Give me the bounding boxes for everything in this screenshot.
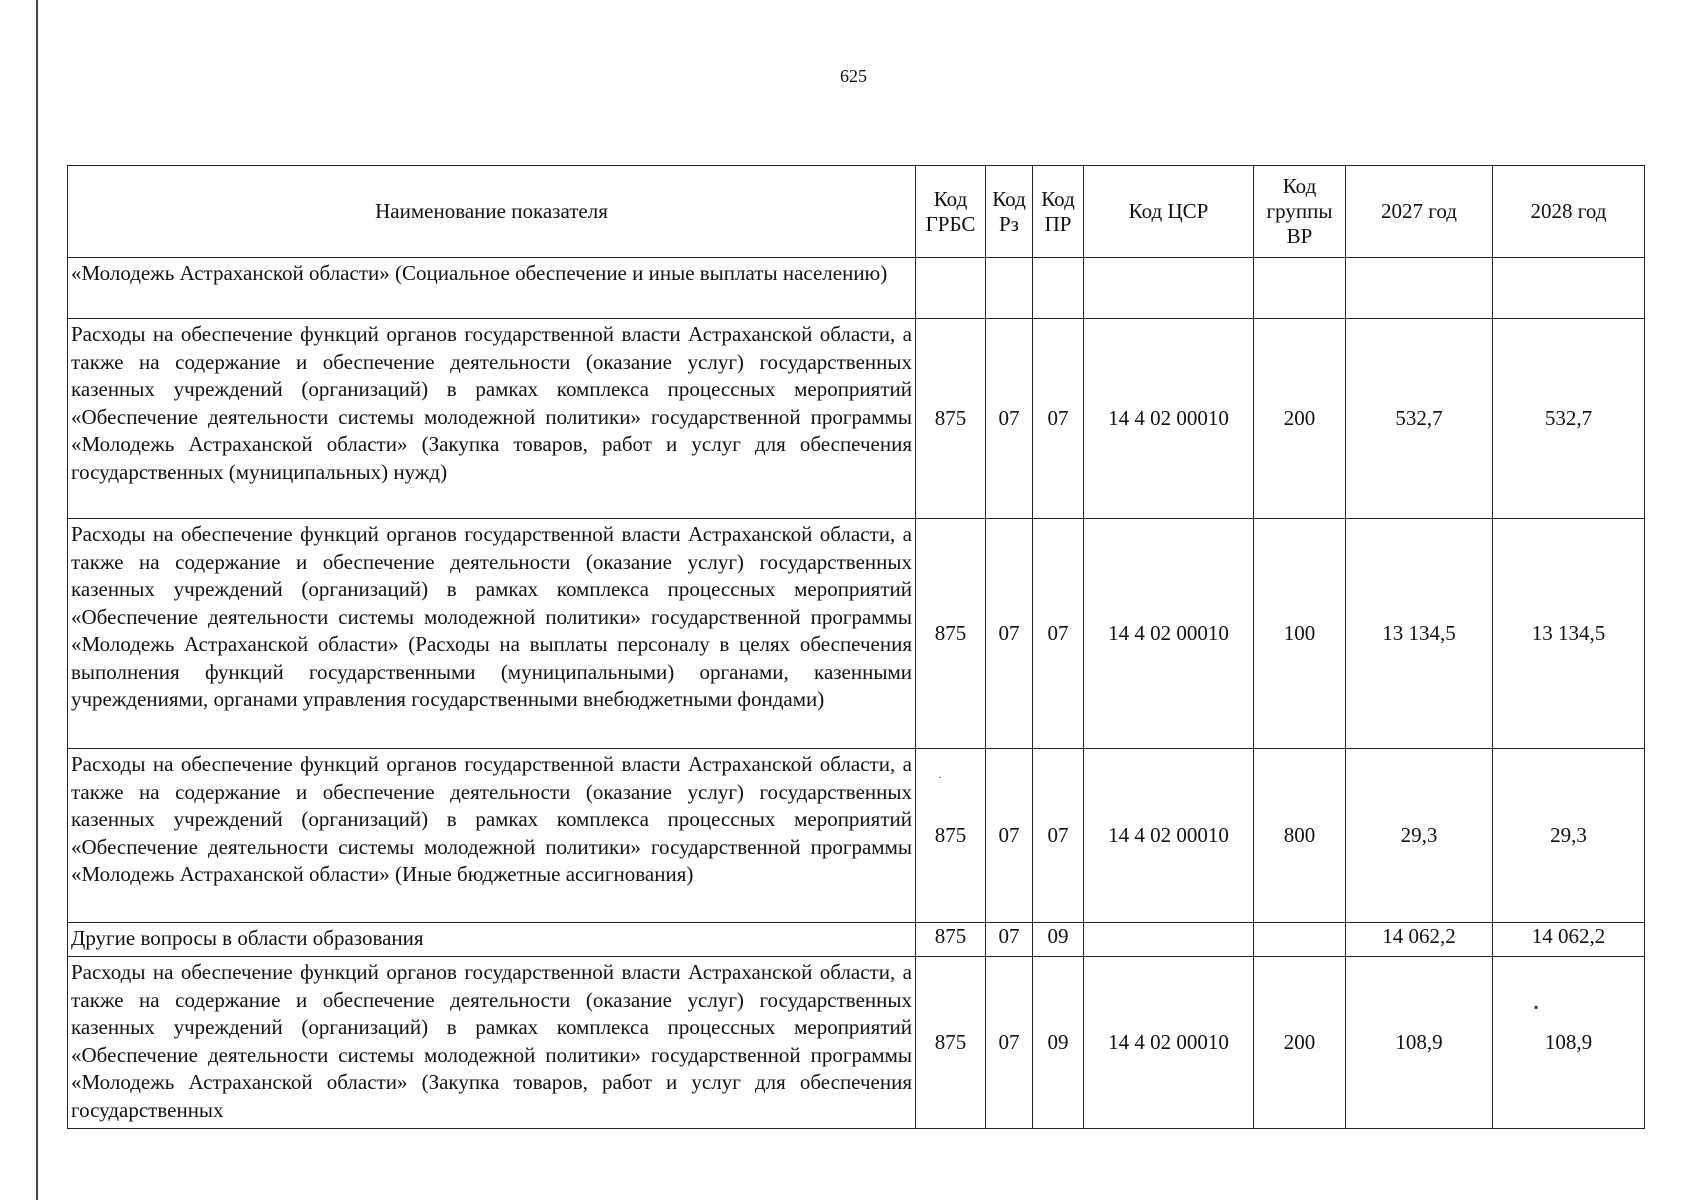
row-name: Расходы на обеспечение функций органов государственной власти Астраханской области, а также на содержание и обеспечение деятельности (оказание услуг) государственных казенных учреждений (организаций) в рамках комплекса процессных мероприятий «Обеспечение деятельности системы молодежной политики» государственной программы «Молодежь Астраханской области» (Закупка товаров, работ и услуг для обеспечения государственных — [68, 957, 916, 1129]
row-pr: 07 — [1033, 749, 1084, 923]
row-grbs: 875 — [916, 319, 986, 519]
row-rz — [986, 258, 1033, 319]
row-amount-2028: 532,7 — [1493, 319, 1645, 519]
scan-speck: · — [938, 770, 942, 784]
binding-edge-line — [36, 0, 38, 1200]
row-pr: 09 — [1033, 957, 1084, 1129]
header-rz: Код Рз — [986, 166, 1033, 258]
row-amount-2027: 108,9 — [1346, 957, 1493, 1129]
row-amount-2027: 29,3 — [1346, 749, 1493, 923]
table-row — [68, 258, 1645, 319]
row-csr: 14 4 02 00010 — [1084, 957, 1254, 1129]
page-number: 625 — [840, 66, 867, 86]
row-name: Другие вопросы в области образования — [68, 923, 916, 957]
row-vr: 200 — [1254, 319, 1346, 519]
row-amount-2027 — [1346, 258, 1493, 319]
budget-table — [67, 165, 1645, 1129]
row-pr: 09 — [1033, 923, 1084, 957]
header-vr: Код группы ВР — [1254, 166, 1346, 258]
row-vr — [1254, 923, 1346, 957]
row-grbs: 875 — [916, 957, 986, 1129]
row-vr — [1254, 258, 1346, 319]
header-year-2028: 2028 год — [1493, 166, 1645, 258]
table-row — [68, 319, 1645, 519]
header-grbs: Код ГРБС — [916, 166, 986, 258]
row-csr: 14 4 02 00010 — [1084, 319, 1254, 519]
header-csr: Код ЦСР — [1084, 166, 1254, 258]
row-rz: 07 — [986, 749, 1033, 923]
row-pr: 07 — [1033, 519, 1084, 749]
row-vr: 200 — [1254, 957, 1346, 1129]
table-row — [68, 923, 1645, 957]
row-pr: 07 — [1033, 319, 1084, 519]
row-amount-2028: 13 134,5 — [1493, 519, 1645, 749]
row-amount-2028 — [1493, 258, 1645, 319]
row-amount-2028: 29,3 — [1493, 749, 1645, 923]
row-amount-2027: 14 062,2 — [1346, 923, 1493, 957]
row-grbs: 875 — [916, 749, 986, 923]
row-vr: 800 — [1254, 749, 1346, 923]
table-header-row — [68, 166, 1645, 258]
row-csr — [1084, 258, 1254, 319]
row-rz: 07 — [986, 957, 1033, 1129]
row-pr — [1033, 258, 1084, 319]
table-row — [68, 519, 1645, 749]
row-name: «Молодежь Астраханской области» (Социальное обеспечение и иные выплаты населению) — [68, 258, 916, 319]
row-name: Расходы на обеспечение функций органов государственной власти Астраханской области, а также на содержание и обеспечение деятельности (оказание услуг) государственных казенных учреждений (организаций) в рамках комплекса процессных мероприятий «Обеспечение деятельности системы молодежной политики» государственной программы «Молодежь Астраханской области» (Расходы на выплаты персоналу в целях обеспечения выполнения функций государственными (муниципальными) органами, казенными учреждениями, органами управления государственными внебюджетными фондами) — [68, 519, 916, 749]
row-name: Расходы на обеспечение функций органов государственной власти Астраханской области, а также на содержание и обеспечение деятельности (оказание услуг) государственных казенных учреждений (организаций) в рамках комплекса процессных мероприятий «Обеспечение деятельности системы молодежной политики» государственной программы «Молодежь Астраханской области» (Закупка товаров, работ и услуг для обеспечения государственных (муниципальных) нужд) — [68, 319, 916, 519]
row-amount-2028: 14 062,2 — [1493, 923, 1645, 957]
row-csr — [1084, 923, 1254, 957]
row-amount-2027: 13 134,5 — [1346, 519, 1493, 749]
row-amount-2028: 108,9 — [1493, 957, 1645, 1129]
row-grbs: 875 — [916, 519, 986, 749]
header-pr: Код ПР — [1033, 166, 1084, 258]
row-rz: 07 — [986, 923, 1033, 957]
row-grbs — [916, 258, 986, 319]
row-csr: 14 4 02 00010 — [1084, 519, 1254, 749]
scan-speck: ▪ — [1534, 1000, 1539, 1014]
table-row — [68, 957, 1645, 1129]
table-row — [68, 749, 1645, 923]
header-year-2027: 2027 год — [1346, 166, 1493, 258]
row-rz: 07 — [986, 519, 1033, 749]
row-rz: 07 — [986, 319, 1033, 519]
row-csr: 14 4 02 00010 — [1084, 749, 1254, 923]
row-amount-2027: 532,7 — [1346, 319, 1493, 519]
row-name: Расходы на обеспечение функций органов государственной власти Астраханской области, а также на содержание и обеспечение деятельности (оказание услуг) государственных казенных учреждений (организаций) в рамках комплекса процессных мероприятий «Обеспечение деятельности системы молодежной политики» государственной программы «Молодежь Астраханской области» (Иные бюджетные ассигнования) — [68, 749, 916, 923]
row-vr: 100 — [1254, 519, 1346, 749]
header-name: Наименование показателя — [68, 166, 916, 258]
row-grbs: 875 — [916, 923, 986, 957]
